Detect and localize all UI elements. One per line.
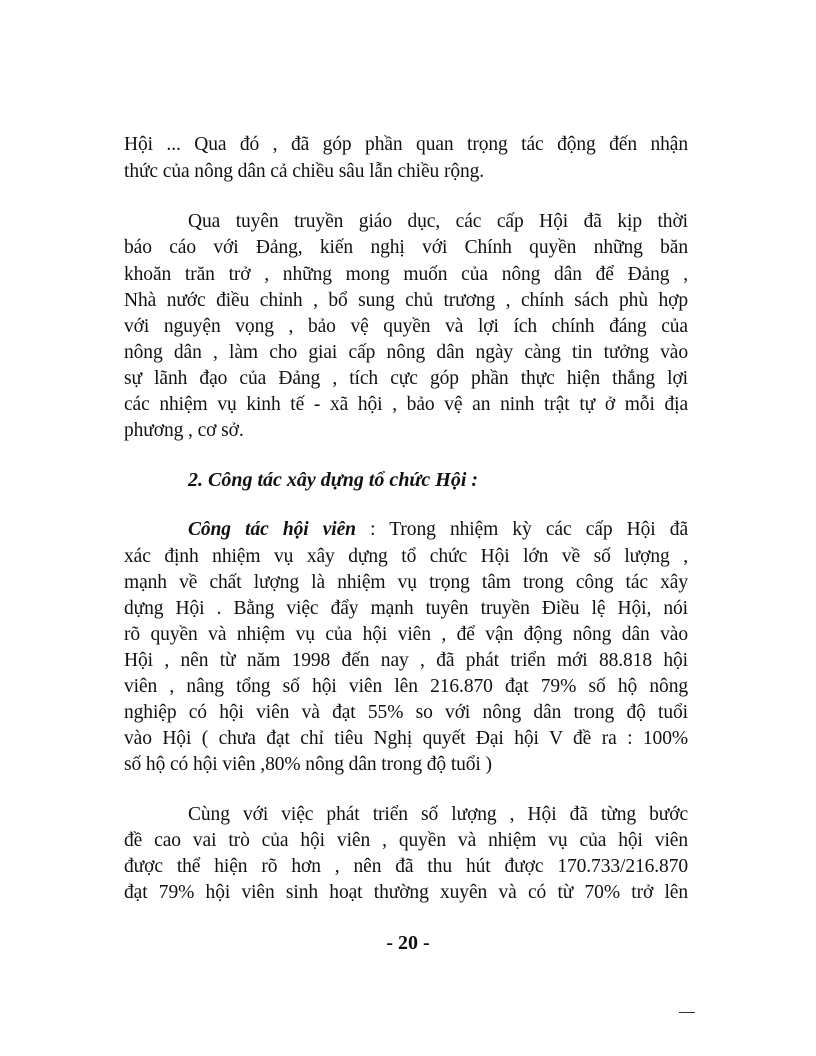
page-number: - 20 - [386, 932, 430, 954]
text-line: Nhà nước điều chỉnh , bổ sung chủ trương , chính sách phù hợp [124, 290, 688, 311]
text-line: đạt 79% hội viên sinh hoạt thường xuyên và có từ 70% trở lên [124, 882, 688, 903]
text-line: Cùng với việc phát triển số lượng , Hội đã từng bước [188, 804, 688, 825]
text-line [188, 518, 688, 542]
text-line: mạnh về chất lượng là nhiệm vụ trọng tâm trong công tác xây [124, 572, 688, 593]
text-line: khoăn trăn trở , những mong muốn của nông dân để Đảng , [124, 264, 688, 285]
text-run: : Trong nhiệm kỳ các cấp Hội đã [355, 519, 689, 540]
text-line: sự lãnh đạo của Đảng , tích cực góp phần thực hiện thắng lợi [124, 368, 688, 389]
text-line: Hội , nên từ năm 1998 đến nay , đã phát triển mới 88.818 hội [124, 650, 688, 671]
text-line: Hội ... Qua đó , đã góp phần quan trọng tác động đến nhận [124, 134, 688, 155]
scan-mark [679, 1012, 695, 1013]
text-line: viên , nâng tổng số hội viên lên 216.870 đạt 79% số hộ nông [124, 676, 688, 697]
text-line: thức của nông dân cả chiều sâu lẫn chiều rộng. [124, 161, 485, 182]
text-line: được thể hiện rõ hơn , nên đã thu hút được 170.733/216.870 [124, 856, 688, 877]
text-line: rõ quyền và nhiệm vụ của hội viên , để vận động nông dân vào [124, 624, 688, 645]
text-line: các nhiệm vụ kinh tế - xã hội , bảo vệ an ninh trật tự ở mỗi địa [124, 394, 688, 415]
text-line: số hộ có hội viên ,80% nông dân trong độ tuổi ) [124, 754, 492, 775]
text-line: nông dân , làm cho giai cấp nông dân ngày càng tin tưởng vào [124, 342, 688, 363]
text-line: xác định nhiệm vụ xây dựng tổ chức Hội lớn về số lượng , [124, 546, 688, 567]
text-line: đề cao vai trò của hội viên , quyền và nhiệm vụ của hội viên [124, 830, 688, 851]
text-line: với nguyện vọng , bảo vệ quyền và lợi ích chính đáng của [124, 316, 688, 337]
text-line: Qua tuyên truyền giáo dục, các cấp Hội đã kịp thời [188, 211, 688, 232]
section-heading: 2. Công tác xây dựng tổ chức Hội : [188, 469, 479, 491]
bold-italic-lead: Công tác hội viên [188, 519, 356, 540]
text-line: báo cáo với Đảng, kiến nghị với Chính quyền những băn [124, 237, 688, 258]
text-line: nghiệp có hội viên và đạt 55% so với nông dân trong độ tuổi [124, 702, 688, 723]
text-line: phương , cơ sở. [124, 420, 244, 441]
text-line: vào Hội ( chưa đạt chỉ tiêu Nghị quyết Đại hội V đề ra : 100% [124, 728, 688, 749]
text-line: dựng Hội . Bằng việc đẩy mạnh tuyên truyền Điều lệ Hội, nói [124, 598, 688, 619]
